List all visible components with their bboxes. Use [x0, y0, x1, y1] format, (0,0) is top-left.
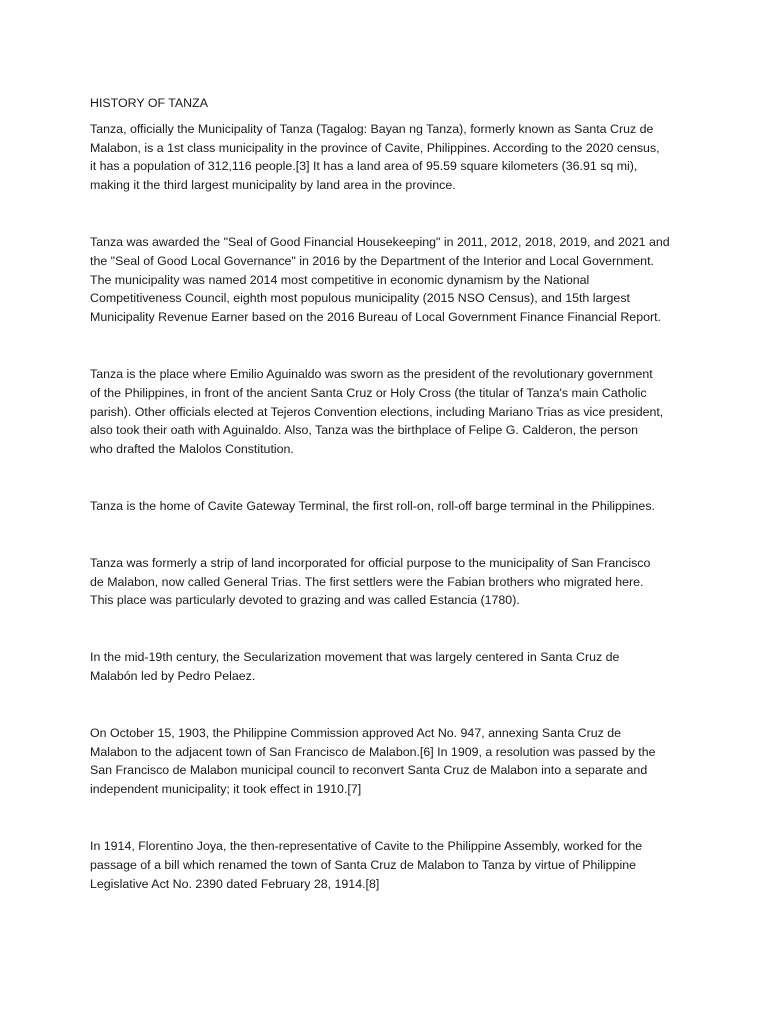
paragraph-line: of the Philippines, in front of the ancient Santa Cruz or Holy Cross (the titular of Tanza's main Catholic [90, 385, 647, 400]
paragraph-line: This place was particularly devoted to grazing and was called Estancia (1780). [90, 593, 520, 608]
paragraph-line: Tanza was formerly a strip of land incorporated for official purpose to the municipality of San Francisco [90, 555, 651, 570]
paragraph-renaming [90, 837, 690, 893]
paragraph-line: In 1914, Florentino Joya, the then-representative of Cavite to the Philippine Assembly, worked for the [90, 838, 643, 853]
document-title: HISTORY OF TANZA [90, 96, 208, 110]
paragraph-line: Tanza is the home of Cavite Gateway Terminal, the first roll-on, roll-off barge terminal in the Philippines. [90, 498, 655, 513]
paragraph-secularization [90, 648, 690, 686]
paragraph-line: de Malabon, now called General Trias. The first settlers were the Fabian brothers who migrated here. [90, 574, 644, 589]
paragraph-early-settlement [90, 554, 690, 610]
paragraph-line: it has a population of 312,116 people.[3] It has a land area of 95.59 square kilometers (36.91 sq mi), [90, 159, 638, 174]
document-body [90, 94, 690, 893]
paragraph-line: Competitiveness Council, eighth most populous municipality (2015 NSO Census), and 15th largest [90, 291, 630, 306]
paragraph-line: also took their oath with Aguinaldo. Also, Tanza was the birthplace of Felipe G. Calderon, the person [90, 423, 639, 438]
paragraph-line: making it the third largest municipality by land area in the province. [90, 178, 456, 193]
paragraph-line: Municipality Revenue Earner based on the 2016 Bureau of Local Government Finance Financial Report. [90, 310, 661, 325]
paragraph-annexation [90, 724, 690, 799]
paragraph-line: Tanza was awarded the "Seal of Good Financial Housekeeping" in 2011, 2012, 2018, 2019, and 2021 and [90, 234, 670, 249]
paragraph-line: Tanza is the place where Emilio Aguinaldo was sworn as the president of the revolutionary government [90, 366, 653, 381]
paragraph-line: Malabon to the adjacent town of San Francisco de Malabon.[6] In 1909, a resolution was passed by the [90, 744, 656, 759]
paragraph-line: San Francisco de Malabon municipal council to reconvert Santa Cruz de Malabon into a separate and [90, 763, 648, 778]
paragraph-gateway-terminal [90, 497, 690, 516]
paragraph-line: passage of a bill which renamed the town of Santa Cruz de Malabon to Tanza by virtue of Philippine [90, 857, 636, 872]
paragraph-line: The municipality was named 2014 most competitive in economic dynamism by the National [90, 272, 590, 287]
paragraph-line: Malabón led by Pedro Pelaez. [90, 668, 256, 683]
paragraph-line: Tanza, officially the Municipality of Tanza (Tagalog: Bayan ng Tanza), formerly known as Santa Cruz de [90, 121, 654, 136]
paragraph-line: In the mid-19th century, the Secularization movement that was largely centered in Santa Cruz de [90, 650, 620, 665]
paragraph-line: independent municipality; it took effect in 1910.[7] [90, 782, 362, 797]
paragraph-aguinaldo [90, 365, 690, 459]
paragraph-line: On October 15, 1903, the Philippine Commission approved Act No. 947, annexing Santa Cruz de [90, 725, 622, 740]
paragraph-line: parish). Other officials elected at Tejeros Convention elections, including Mariano Trias as vice president, [90, 404, 664, 419]
paragraph-line: who drafted the Malolos Constitution. [90, 442, 294, 457]
paragraph-line: the "Seal of Good Local Governance" in 2016 by the Department of the Interior and Local Government. [90, 253, 654, 268]
paragraph-line: Legislative Act No. 2390 dated February 28, 1914.[8] [90, 876, 380, 891]
paragraph-awards [90, 233, 690, 327]
paragraph-overview [90, 120, 690, 195]
paragraph-line: Malabon, is a 1st class municipality in the province of Cavite, Philippines. According to the 2020 census, [90, 140, 660, 155]
